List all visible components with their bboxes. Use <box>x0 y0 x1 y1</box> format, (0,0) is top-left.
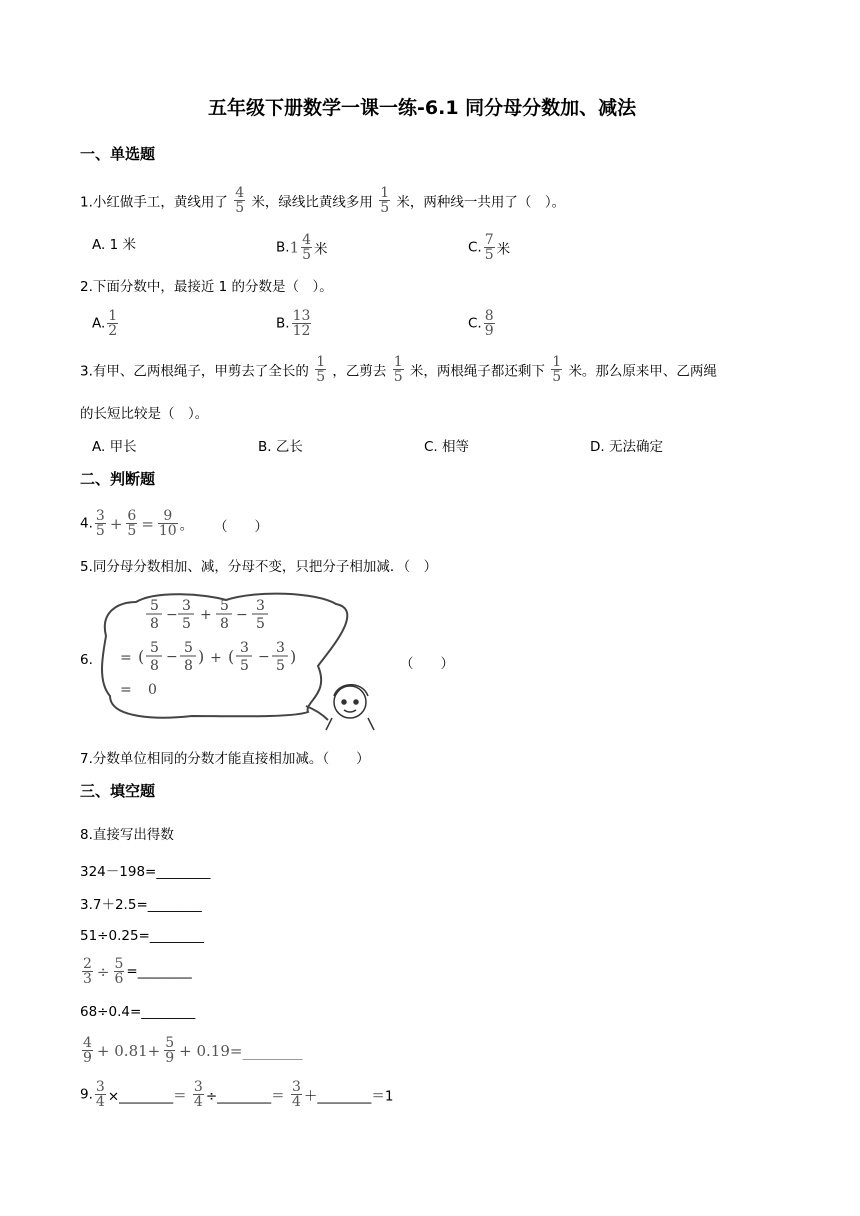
q2-option-a-fraction: $\frac{1}{2}$ <box>108 308 118 339</box>
bubble-r1-op2: + <box>200 607 212 623</box>
q8-expr-2[interactable]: 3.7＋2.5=________ <box>80 897 202 913</box>
bubble-r2-op1: − <box>166 649 178 665</box>
question-2: 2.下面分数中，最接近 1 的分数是（ ）。 <box>80 279 333 295</box>
q4-answer-paren[interactable]: （ ） <box>214 519 268 535</box>
bubble-r3-eq: = <box>120 682 132 698</box>
q9-fraction-1: $\frac{3}{4}$ <box>95 1079 105 1110</box>
bubble-r2-f4-d: 5 <box>276 658 285 674</box>
bubble-r2-lp1: ( <box>138 647 145 666</box>
q3-fraction-3: $\frac{1}{5}$ <box>552 354 562 385</box>
bubble-r1-f2-d: 5 <box>182 616 191 632</box>
question-1 <box>80 186 565 215</box>
q1-option-a[interactable]: A. 1 米 <box>92 237 136 253</box>
q9-fraction-2: $\frac{3}{4}$ <box>193 1079 203 1110</box>
bubble-r2-plus: + <box>210 650 222 666</box>
bubble-r3-val: 0 <box>148 682 157 698</box>
bubble-r1-f3-n: 5 <box>220 598 229 614</box>
q8-e4-fraction-1: $\frac{2}{3}$ <box>83 956 92 987</box>
q2-option-c[interactable]: C. $\frac{8}{9}$ <box>468 308 494 339</box>
bubble-r2-f1-d: 8 <box>150 658 159 674</box>
q2-option-b[interactable]: B. $\frac{13}{12}$ <box>276 308 311 339</box>
q3-fraction-2: $\frac{1}{5}$ <box>393 354 403 385</box>
q3-option-d[interactable]: D. 无法确定 <box>590 439 663 455</box>
q2-option-a[interactable]: A. $\frac{1}{2}$ <box>92 308 118 339</box>
question-8: 8.直接写出得数 <box>80 827 174 843</box>
section-heading-fill-in: 三、填空题 <box>80 782 156 800</box>
bubble-r1-op1: − <box>166 607 178 623</box>
page-title: 五年级下册数学一课一练-6.1 同分母分数加、减法 <box>208 97 637 119</box>
bubble-row-3 <box>120 682 157 698</box>
q1-fraction-2: $\frac{1}{5}$ <box>380 185 390 216</box>
q6-speech-bubble-figure <box>96 592 382 732</box>
q8-e4-fraction-2: $\frac{5}{6}$ <box>114 956 124 987</box>
bubble-r2-f2-d: 8 <box>184 658 193 674</box>
question-5: 5.同分母分数相加、减，分母不变，只把分子相加减．（ ） <box>80 559 438 575</box>
question-7: 7.分数单位相同的分数才能直接相加减。（ ） <box>80 751 370 767</box>
q1-option-b[interactable]: B.1 $\frac{4}{5}$ 米 <box>276 232 328 263</box>
bubble-r1-op3: − <box>236 607 248 623</box>
q8-expr-6[interactable]: $\frac{4}{9}$ + 0.81+ $\frac{5}{9}$ + 0.19=________ <box>83 1035 303 1066</box>
q3-option-a[interactable]: A. 甲长 <box>92 439 137 455</box>
bubble-r2-lp2: ( <box>228 647 235 666</box>
bubble-r2-f3-n: 3 <box>240 640 249 656</box>
q9-fraction-3: $\frac{3}{4}$ <box>291 1079 301 1110</box>
section-heading-true-false: 二、判断题 <box>80 470 156 488</box>
bubble-r2-eq: = <box>120 650 132 666</box>
bubble-r2-f2-n: 5 <box>184 640 193 656</box>
bubble-r1-f2-n: 3 <box>182 598 191 614</box>
q3-text-line-2: 的长短比较是（ ）。 <box>80 406 209 422</box>
question-4: 4. $\frac{3}{5}$ + $\frac{6}{5}$ = $\frac{9}{10}$ 。 <box>80 508 194 539</box>
cartoon-boy-icon <box>326 685 374 730</box>
q8-expr-1[interactable]: 324－198=________ <box>80 864 211 880</box>
q3-fraction-1: $\frac{1}{5}$ <box>316 354 326 385</box>
bubble-r2-rp2: ) <box>290 647 297 666</box>
q6-answer-paren[interactable]: （ ） <box>400 656 454 672</box>
q8-e6-fraction-2: $\frac{5}{9}$ <box>165 1035 175 1066</box>
q1-fraction-1: $\frac{4}{5}$ <box>235 185 245 216</box>
bubble-r2-f1-n: 5 <box>150 640 159 656</box>
bubble-r1-f1-d: 8 <box>150 616 159 632</box>
q1-text-3: 米，两种线一共用了（ ）。 <box>396 194 566 211</box>
bubble-r2-f4-n: 3 <box>276 640 285 656</box>
question-3: 3.有甲、乙两根绳子，甲剪去了全长的 $\frac{1}{5}$ ，乙剪去 $\frac{1}{5}$ 米，两根绳子都还剩下 $\frac{1}{5}$ 米。那么原来甲、乙两绳 <box>80 354 717 385</box>
bubble-r2-rp1: ) <box>198 647 205 666</box>
q8-expr-3[interactable]: 51÷0.25=________ <box>80 928 204 944</box>
q3-option-c[interactable]: C. 相等 <box>424 439 470 455</box>
q8-expr-5[interactable]: 68÷0.4=________ <box>80 1004 196 1020</box>
q6-number: 6. <box>80 652 93 668</box>
bubble-r1-f3-d: 8 <box>220 616 229 632</box>
q2-option-c-fraction: $\frac{8}{9}$ <box>484 308 494 339</box>
question-9[interactable]: 9. $\frac{3}{4}$ ×________＝ $\frac{3}{4}$ ÷________＝ $\frac{3}{4}$ ＋________＝1 <box>80 1079 394 1110</box>
q1-text-1: 1.小红做手工，黄线用了 <box>80 194 228 211</box>
q1-option-c[interactable]: C. $\frac{7}{5}$ 米 <box>468 232 511 263</box>
q8-e6-fraction-1: $\frac{4}{9}$ <box>83 1035 92 1066</box>
q1-option-b-fraction: $\frac{4}{5}$ <box>302 232 312 263</box>
bubble-r2-op2: − <box>258 649 270 665</box>
q1-option-c-fraction: $\frac{7}{5}$ <box>484 232 494 263</box>
bubble-r2-f3-d: 5 <box>240 658 249 674</box>
q4-fraction-3: $\frac{9}{10}$ <box>158 508 177 539</box>
q4-fraction-2: $\frac{6}{5}$ <box>127 508 137 539</box>
bubble-r1-f4-d: 5 <box>256 616 265 632</box>
bubble-r1-f1-n: 5 <box>150 598 159 614</box>
q2-option-b-fraction: $\frac{13}{12}$ <box>292 308 311 339</box>
bubble-row-2 <box>120 640 296 674</box>
q8-expr-4[interactable]: $\frac{2}{3}$ ÷ $\frac{5}{6}$ =________ <box>83 956 192 987</box>
bubble-row-1 <box>146 598 268 632</box>
bubble-r1-f4-n: 3 <box>256 598 265 614</box>
q3-option-b[interactable]: B. 乙长 <box>258 439 303 455</box>
section-heading-single-choice: 一、单选题 <box>80 145 156 163</box>
q1-text-2: 米，绿线比黄线多用 <box>251 194 373 211</box>
q4-fraction-1: $\frac{3}{5}$ <box>95 508 105 539</box>
